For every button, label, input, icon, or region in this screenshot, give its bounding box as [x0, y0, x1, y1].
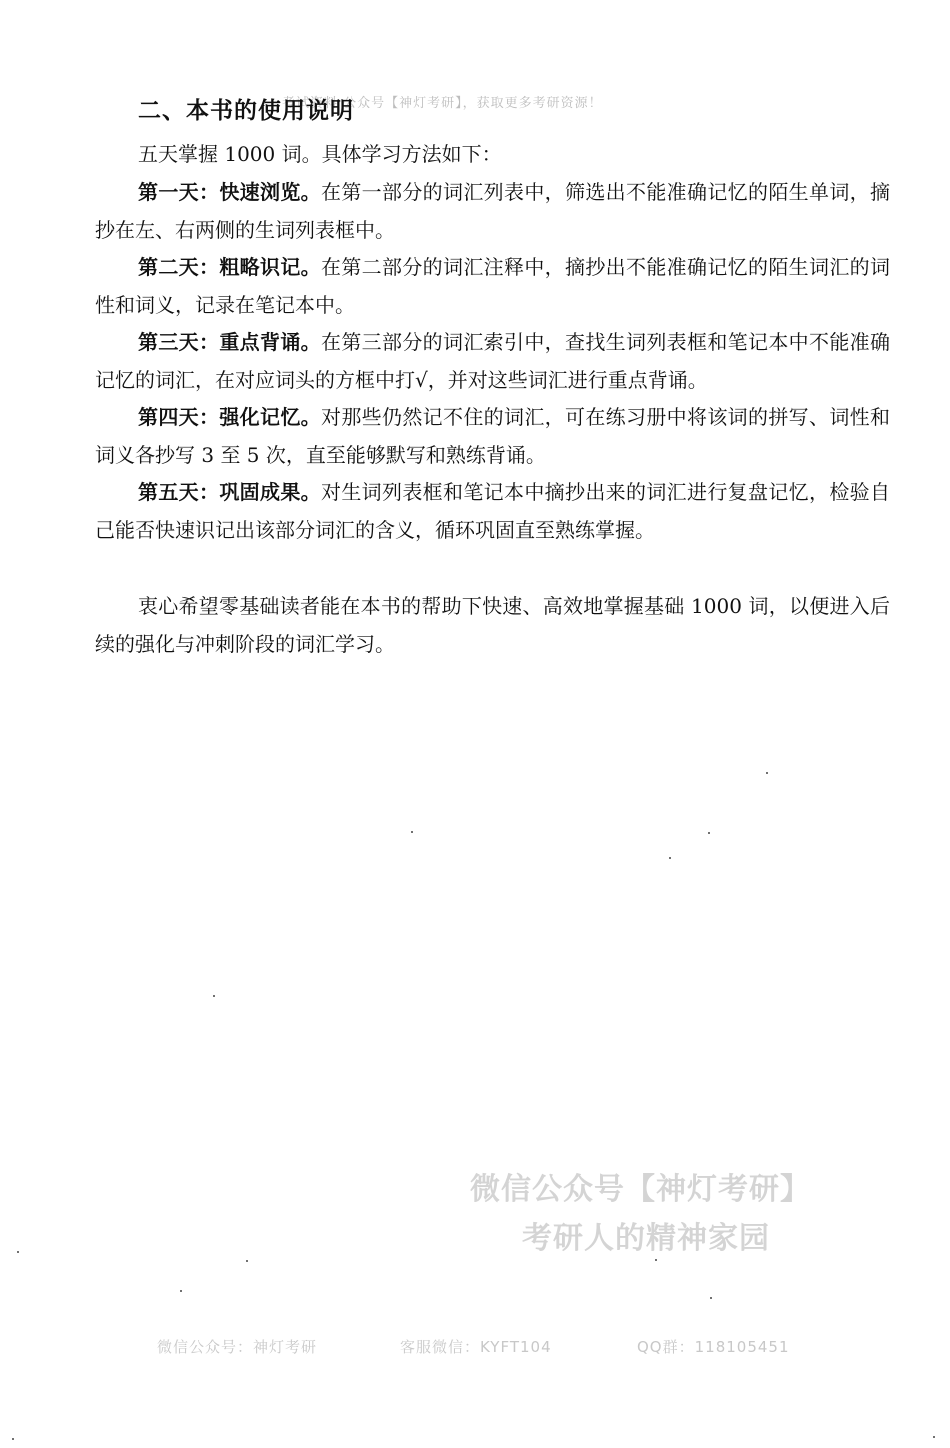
watermark-line-1: 微信公众号【神灯考研】	[470, 1172, 811, 1207]
day-4-paragraph	[95, 399, 890, 474]
scan-speck	[411, 831, 413, 833]
day-3-paragraph	[95, 324, 890, 399]
footer-watermark	[0, 1336, 950, 1356]
day-3-label: 第三天：重点背诵。	[138, 330, 321, 354]
day-3-text: 在第三部分的词汇索引中，查找生词列表框和笔记本中不能准确记忆的词汇，在对应词头的方框中打√，并对这些词汇进行重点背诵。	[95, 330, 890, 392]
scan-speck	[766, 772, 768, 774]
day-2-text: 在第二部分的词汇注释中，摘抄出不能准确记忆的陌生词汇的词性和词义，记录在笔记本中。	[95, 255, 890, 317]
day-5-paragraph	[95, 474, 890, 549]
scan-speck	[710, 1297, 712, 1299]
day-1-label: 第一天：快速浏览。	[138, 180, 321, 204]
scan-speck	[12, 1438, 14, 1440]
day-4-text: 对那些仍然记不住的词汇，可在练习册中将该词的拼写、词性和词义各抄写 3 至 5 次，直至能够默写和熟练背诵。	[95, 405, 890, 467]
footer-wechat: 微信公众号：神灯考研	[157, 1338, 318, 1356]
scan-speck	[246, 1260, 248, 1262]
day-1-text: 在第一部分的词汇列表中，筛选出不能准确记忆的陌生单词，摘抄在左、右两侧的生词列表框中。	[95, 180, 890, 242]
day-2-label: 第二天：粗略识记。	[138, 255, 321, 279]
footer-qq: QQ群：118105451	[637, 1338, 790, 1356]
scan-speck	[933, 1436, 935, 1438]
scan-speck	[669, 857, 671, 859]
scan-speck	[17, 1251, 19, 1253]
day-4-label: 第四天：强化记忆。	[138, 405, 321, 429]
intro-paragraph: 五天掌握 1000 词。具体学习方法如下：	[138, 142, 502, 166]
scan-speck	[213, 995, 215, 997]
footer-service: 客服微信：KYFT104	[400, 1338, 552, 1356]
scan-speck	[180, 1290, 182, 1292]
top-watermark: 考试资料 公众号【神灯考研】，获取更多考研资源！	[282, 96, 603, 111]
day-1-paragraph	[95, 174, 890, 249]
day-5-label: 第五天：巩固成果。	[138, 480, 321, 504]
section-heading: 二、本书的使用说明	[138, 98, 354, 124]
watermark-line-2: 考研人的精神家园	[522, 1221, 770, 1256]
day-5-text: 对生词列表框和笔记本中摘抄出来的词汇进行复盘记忆，检验自己能否快速识记出该部分词汇的含义，循环巩固直至熟练掌握。	[95, 480, 890, 542]
day-2-paragraph	[95, 249, 890, 324]
scan-speck	[708, 832, 710, 834]
closing-paragraph: 衷心希望零基础读者能在本书的帮助下快速、高效地掌握基础 1000 词，以便进入后续的强化与冲刺阶段的词汇学习。	[95, 594, 890, 656]
scan-speck	[655, 1259, 657, 1261]
